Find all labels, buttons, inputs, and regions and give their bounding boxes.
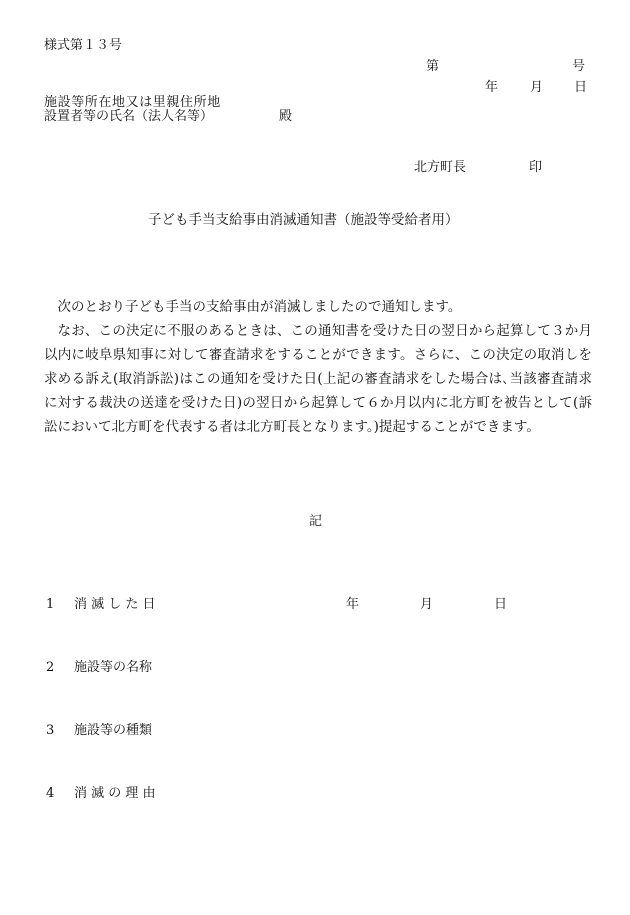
date-year: 年 <box>485 80 499 95</box>
issuer-name: 北方町長 <box>414 160 467 175</box>
item-label: 消 滅 し た 日 <box>74 597 156 612</box>
body-paragraph-1: 次のとおり子ども手当の支給事由が消滅しましたので通知します。 <box>57 299 462 315</box>
item-label: 消 滅 の 理 由 <box>74 786 156 801</box>
item-date-month: 月 <box>420 597 434 612</box>
addressee-location: 施設等所在地又は里親住所地 <box>44 95 221 110</box>
item-number: 1 <box>46 597 55 612</box>
addressee-honorific: 殿 <box>279 109 293 124</box>
document-title: 子ども手当支給事由消滅通知書（施設等受給者用） <box>148 212 459 228</box>
date-day: 日 <box>574 80 588 95</box>
document-number-suffix: 号 <box>572 59 586 74</box>
item-label: 施設等の名称 <box>74 660 153 675</box>
item-label: 施設等の種類 <box>74 723 153 738</box>
date-month: 月 <box>530 80 544 95</box>
form-number: 様式第１３号 <box>44 38 123 53</box>
issuer-seal: 印 <box>529 160 543 175</box>
item-number: 3 <box>46 723 55 738</box>
item-number: 2 <box>46 660 55 675</box>
item-number: 4 <box>46 786 55 801</box>
item-date-year: 年 <box>346 597 360 612</box>
body-text <box>44 295 592 439</box>
document-number-prefix: 第 <box>426 59 440 74</box>
ki-heading: 記 <box>309 514 323 529</box>
body-paragraph-2: なお、この決定に不服のあるときは、この通知書を受けた日の翌日から起算して３か月以内に岐阜県知事に対して審査請求をすることができます。さらに、この決定の取消しを求める訴え(取消訴訟)はこの通知を受けた日(上記の審査請求をした場合は､当該審査請求に対する裁決の送達を受けた日)の翌日から起算して６か月以内に北方町を被告として(訴訟において北方町を代表する者は北方町長となります。)提起することができます。 <box>44 323 592 435</box>
addressee-name: 設置者等の氏名（法人名等） <box>44 109 214 124</box>
item-date-day: 日 <box>494 597 508 612</box>
